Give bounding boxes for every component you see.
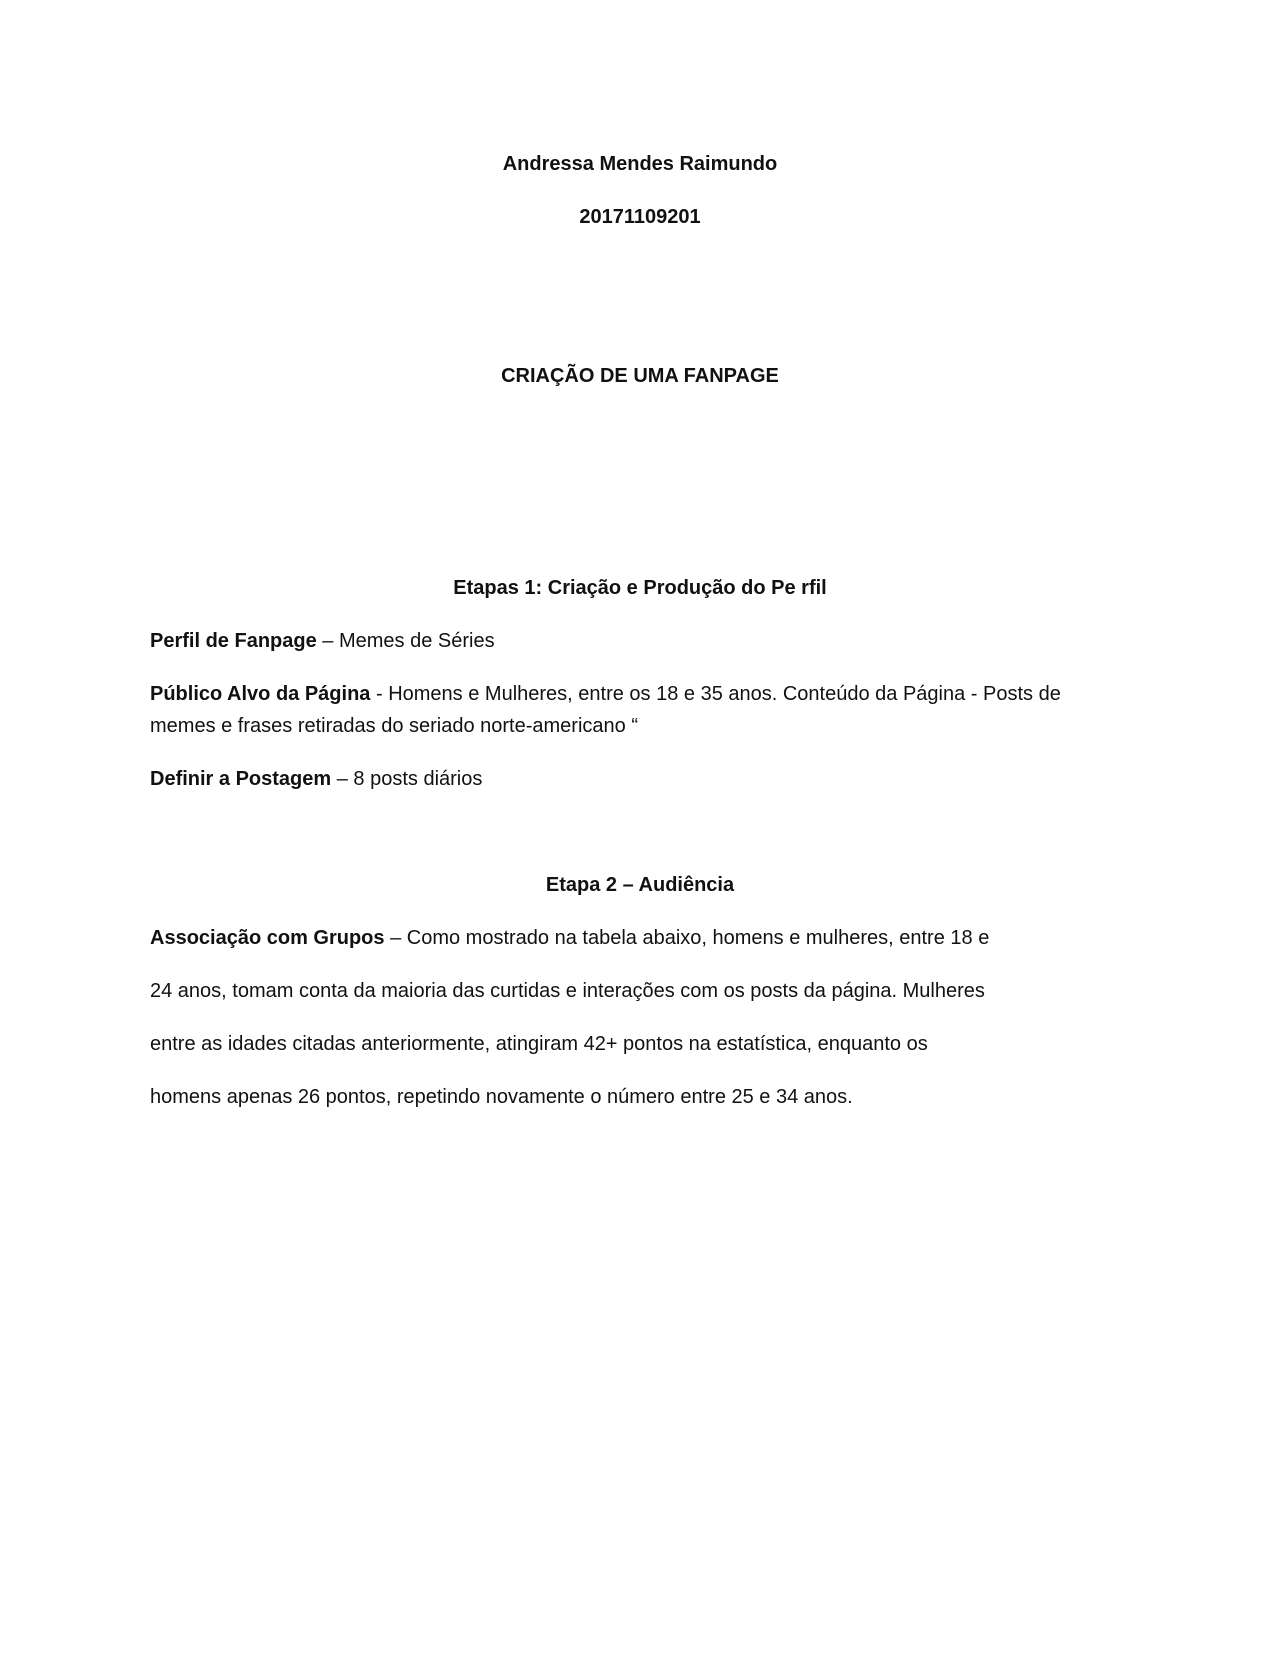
posting-paragraph — [150, 766, 482, 792]
student-id: 20171109201 — [579, 206, 701, 228]
groups-text-line1: – Como mostrado na tabela abaixo, homens e mulheres, entre 18 e — [384, 927, 990, 949]
audience-text: - Homens e Mulheres, entre os 18 e 35 anos. Conteúdo da Página - Posts de — [370, 683, 1061, 705]
profile-text: – Memes de Séries — [316, 630, 495, 652]
audience-paragraph-line2: memes e frases retiradas do seriado norte-americano “ — [150, 715, 638, 737]
groups-label: Associação com Grupos — [150, 927, 385, 949]
groups-text-line2: 24 anos, tomam conta da maioria das curtidas e interações com os posts da página. Mulheres — [150, 980, 985, 1002]
document-title: CRIAÇÃO DE UMA FANPAGE — [501, 365, 779, 387]
author-name: Andressa Mendes Raimundo — [502, 153, 778, 175]
groups-paragraph — [150, 925, 989, 951]
audience-label: Público Alvo da Página — [150, 683, 371, 705]
groups-text-line4: homens apenas 26 pontos, repetindo novamente o número entre 25 e 34 anos. — [150, 1086, 853, 1108]
section2-heading: Etapa 2 – Audiência — [545, 874, 735, 896]
posting-text: – 8 posts diários — [331, 768, 483, 790]
audience-paragraph — [150, 681, 1061, 707]
profile-label: Perfil de Fanpage — [150, 630, 317, 652]
profile-paragraph — [150, 628, 495, 654]
groups-text-line3: entre as idades citadas anteriormente, atingiram 42+ pontos na estatística, enquanto os — [150, 1033, 928, 1055]
section1-heading: Etapas 1: Criação e Produção do Pe rfil — [453, 577, 827, 599]
posting-label: Definir a Postagem — [150, 768, 332, 790]
